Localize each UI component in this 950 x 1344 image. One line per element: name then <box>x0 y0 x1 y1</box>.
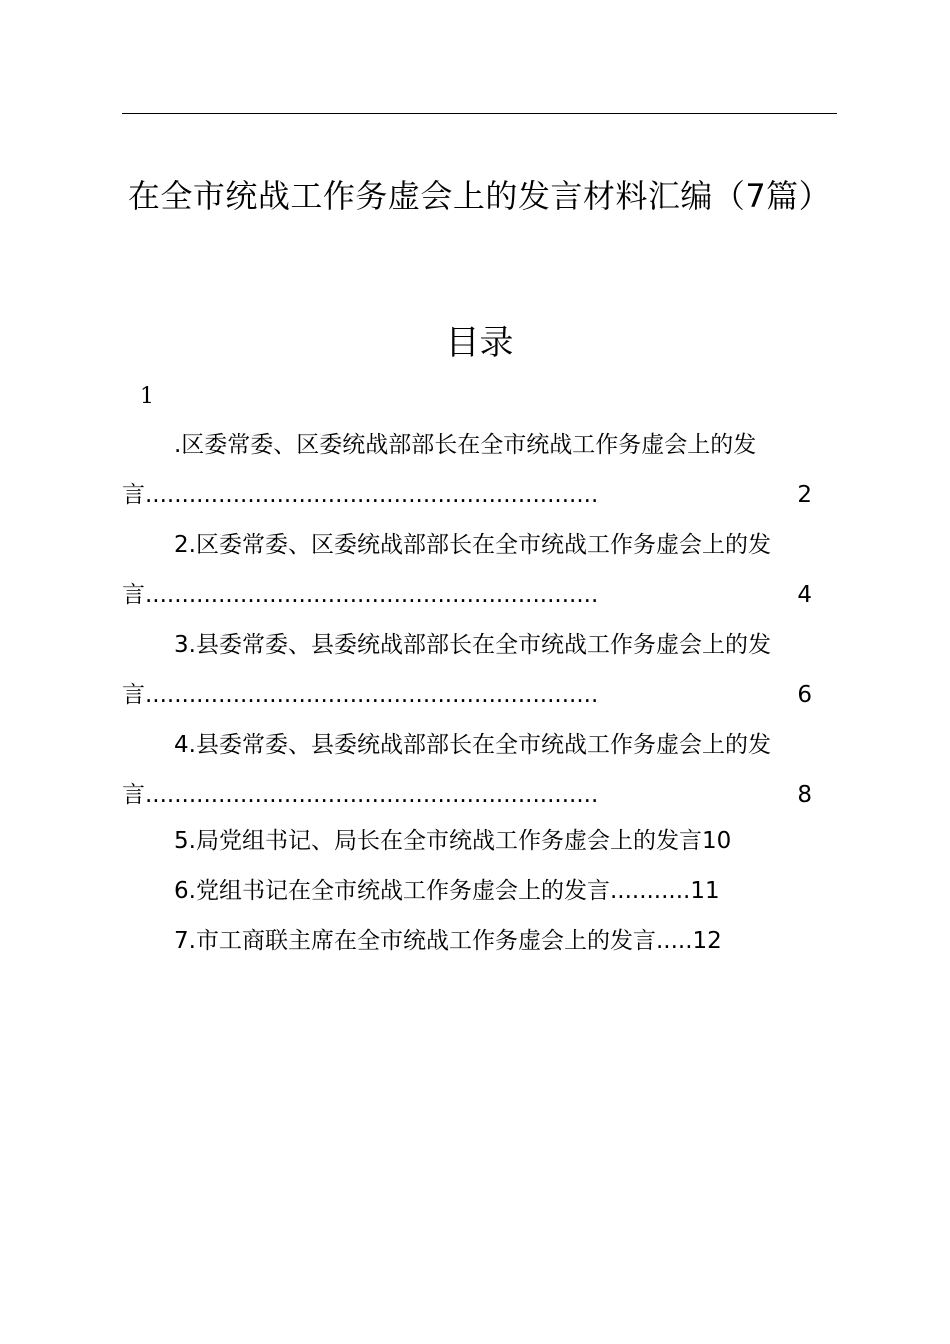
stray-number: 1 <box>140 384 154 409</box>
toc-leader-dots: .............................................................. <box>145 482 599 508</box>
toc-heading: 目录 <box>445 323 514 363</box>
toc-entry-6[interactable]: 6.党组书记在全市统战工作务虚会上的发言...........11 <box>174 878 720 904</box>
toc-entry-title: 4.县委常委、县委统战部部长在全市统战工作务虚会上的发 <box>174 732 771 758</box>
toc-entry-title: 3.县委常委、县委统战部部长在全市统战工作务虚会上的发 <box>174 632 771 658</box>
toc-page-number: 6 <box>797 682 812 708</box>
toc-entry-title-cont: 言 <box>122 682 145 708</box>
toc-page-number: 4 <box>797 582 812 608</box>
toc-entry-title: .区委常委、区委统战部部长在全市统战工作务虚会上的发 <box>174 432 757 458</box>
toc-leader-dots: .............................................................. <box>145 782 599 808</box>
toc-entry-leader-line <box>122 480 812 510</box>
toc-page-number: 2 <box>797 482 812 508</box>
toc-entry-5[interactable]: 5.局党组书记、局长在全市统战工作务虚会上的发言10 <box>174 828 732 854</box>
toc-entry-leader-line <box>122 780 812 810</box>
toc-leader-dots: .............................................................. <box>145 582 599 608</box>
toc-leader-dots: .............................................................. <box>145 682 599 708</box>
toc-entry-title: 2.区委常委、区委统战部部长在全市统战工作务虚会上的发 <box>174 532 771 558</box>
document-title: 在全市统战工作务虚会上的发言材料汇编（7篇） <box>127 177 832 215</box>
toc-entry-title-cont: 言 <box>122 782 145 808</box>
header-rule <box>122 113 837 114</box>
toc-entry-7[interactable]: 7.市工商联主席在全市统战工作务虚会上的发言.....12 <box>174 928 722 954</box>
toc-page-number: 8 <box>797 782 812 808</box>
toc-entry-leader-line <box>122 680 812 710</box>
toc-entry-leader-line <box>122 580 812 610</box>
toc-entry-title-cont: 言 <box>122 582 145 608</box>
toc-entry-title-cont: 言 <box>122 482 145 508</box>
